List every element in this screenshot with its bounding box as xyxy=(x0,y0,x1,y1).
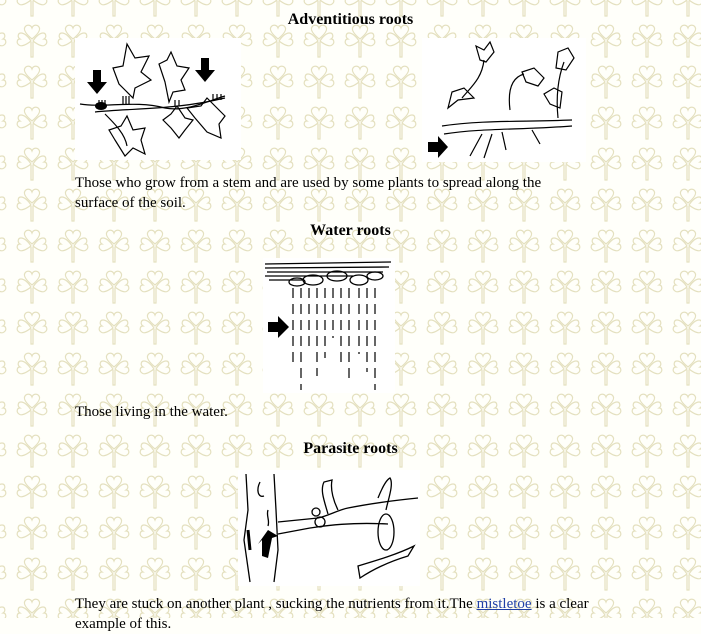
creeping-plant-adventitious-roots-illustration xyxy=(422,38,586,162)
parasite-text-line2: example of this. xyxy=(75,616,172,632)
adventitious-roots-description: Those who grow from a stem and are used by some plants to spread along the surface of the soil. xyxy=(75,175,542,211)
water-roots-description: Those living in the water. xyxy=(75,404,228,420)
section-title-adventitious-roots: Adventitious roots xyxy=(287,11,414,28)
water-roots-illustration xyxy=(263,258,395,393)
parasite-roots-illustration xyxy=(238,470,420,586)
ivy-adventitious-roots-illustration xyxy=(75,38,241,160)
parasite-text-before-link: They are stuck on another plant , sucking the nutrients from it.The xyxy=(75,596,477,612)
section-title-parasite-roots: Parasite roots xyxy=(303,440,398,457)
section-title-water-roots: Water roots xyxy=(310,222,391,239)
parasite-roots-description xyxy=(75,594,595,634)
parasite-text-after-link: is a clear xyxy=(531,596,589,612)
mistletoe-link[interactable]: mistletoe xyxy=(476,596,532,612)
